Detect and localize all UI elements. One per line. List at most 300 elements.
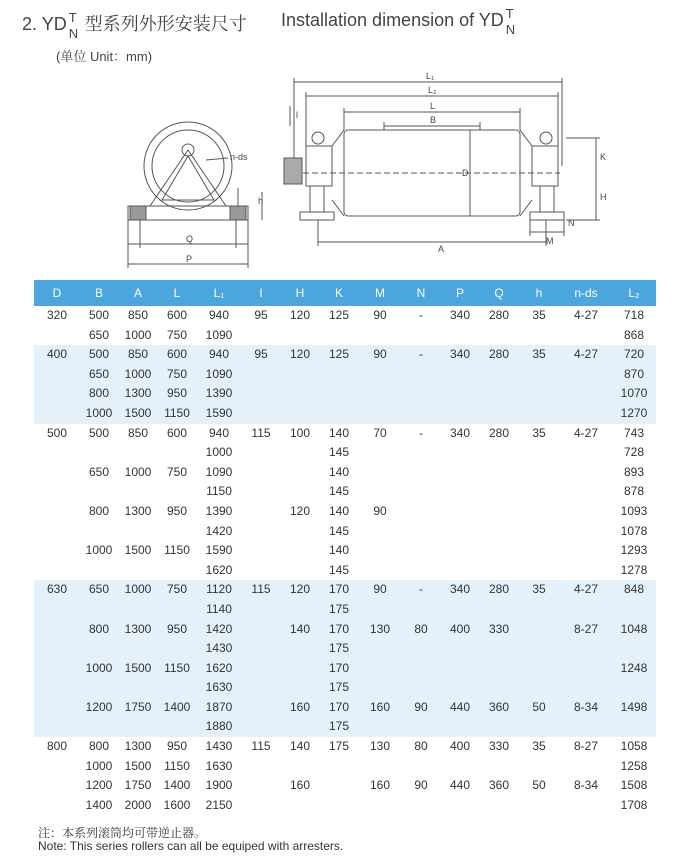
- table-cell: [440, 659, 480, 679]
- table-cell: [402, 717, 440, 737]
- table-cell: 145: [320, 482, 358, 502]
- table-cell: 120: [280, 306, 320, 326]
- table-cell: 120: [280, 502, 320, 522]
- table-cell: 175: [320, 737, 358, 757]
- table-cell: 80: [402, 620, 440, 640]
- table-cell: 400: [440, 620, 480, 640]
- table-cell: [118, 561, 158, 581]
- table-cell: [402, 659, 440, 679]
- table-cell: 1300: [118, 737, 158, 757]
- table-row: [34, 737, 656, 757]
- table-cell: [34, 717, 80, 737]
- table-row: [34, 463, 656, 483]
- table-cell: 1600: [158, 796, 196, 816]
- table-cell: [518, 384, 560, 404]
- table-cell: [440, 678, 480, 698]
- table-cell: [280, 639, 320, 659]
- table-cell: 1390: [196, 502, 242, 522]
- table-cell: [440, 796, 480, 816]
- table-cell: [158, 561, 196, 581]
- table-cell: 1420: [196, 522, 242, 542]
- table-cell: [440, 482, 480, 502]
- table-cell: 1000: [80, 541, 118, 561]
- table-cell: 340: [440, 306, 480, 326]
- table-cell: [158, 678, 196, 698]
- table-cell: [358, 522, 402, 542]
- table-cell: 140: [320, 541, 358, 561]
- table-cell: 1000: [118, 326, 158, 346]
- table-cell: [320, 404, 358, 424]
- table-cell: 800: [34, 737, 80, 757]
- table-cell: [358, 678, 402, 698]
- table-cell: 35: [518, 306, 560, 326]
- table-cell: [34, 757, 80, 777]
- table-cell: 750: [158, 463, 196, 483]
- end-view-outer-circle: [144, 122, 232, 210]
- table-cell: 940: [196, 306, 242, 326]
- table-row: [34, 620, 656, 640]
- table-row: [34, 678, 656, 698]
- table-cell: 600: [158, 424, 196, 444]
- table-cell: 160: [358, 776, 402, 796]
- table-cell: [34, 482, 80, 502]
- table-cell: 1508: [612, 776, 656, 796]
- table-cell: 750: [158, 326, 196, 346]
- table-cell: 1620: [196, 659, 242, 679]
- table-cell: 500: [80, 424, 118, 444]
- table-cell: 950: [158, 502, 196, 522]
- table-cell: [242, 776, 280, 796]
- right-bearing-cap: [540, 132, 552, 144]
- table-cell: [34, 404, 80, 424]
- table-cell: 1300: [118, 502, 158, 522]
- table-cell: [118, 717, 158, 737]
- table-cell: [480, 541, 518, 561]
- table-cell: [118, 678, 158, 698]
- table-cell: [242, 522, 280, 542]
- col-header: L: [158, 280, 196, 306]
- table-cell: [480, 659, 518, 679]
- table-cell: [480, 384, 518, 404]
- table-cell: 1090: [196, 326, 242, 346]
- table-cell: 1750: [118, 776, 158, 796]
- table-cell: 160: [280, 698, 320, 718]
- table-cell: 95: [242, 345, 280, 365]
- table-cell: [480, 717, 518, 737]
- table-row: [34, 326, 656, 346]
- table-cell: [480, 502, 518, 522]
- table-cell: 1500: [118, 404, 158, 424]
- table-cell: 1300: [118, 620, 158, 640]
- table-cell: [402, 384, 440, 404]
- table-cell: 1200: [80, 698, 118, 718]
- table-cell: 130: [358, 620, 402, 640]
- table-cell: [402, 541, 440, 561]
- table-cell: 330: [480, 737, 518, 757]
- table-row: [34, 424, 656, 444]
- table-cell: 1620: [196, 561, 242, 581]
- table-cell: [612, 678, 656, 698]
- table-cell: [560, 482, 612, 502]
- table-cell: [242, 698, 280, 718]
- table-row: [34, 600, 656, 620]
- table-cell: 1590: [196, 541, 242, 561]
- col-header: n-ds: [560, 280, 612, 306]
- table-cell: [440, 404, 480, 424]
- table-cell: [358, 463, 402, 483]
- table-cell: [560, 522, 612, 542]
- table-row: [34, 443, 656, 463]
- table-cell: [560, 717, 612, 737]
- table-cell: [320, 796, 358, 816]
- table-cell: [518, 541, 560, 561]
- table-cell: 650: [80, 580, 118, 600]
- table-cell: [560, 796, 612, 816]
- table-cell: 1430: [196, 639, 242, 659]
- table-cell: [560, 365, 612, 385]
- table-cell: [280, 522, 320, 542]
- table-cell: 650: [80, 365, 118, 385]
- table-cell: 145: [320, 443, 358, 463]
- table-cell: 140: [320, 463, 358, 483]
- table-cell: 170: [320, 698, 358, 718]
- table-cell: [402, 639, 440, 659]
- table-row: [34, 306, 656, 326]
- table-cell: [560, 463, 612, 483]
- col-header: Q: [480, 280, 518, 306]
- table-cell: 1900: [196, 776, 242, 796]
- table-cell: [242, 717, 280, 737]
- table-row: [34, 698, 656, 718]
- table-cell: [34, 326, 80, 346]
- unit-label: (单位 Unit：mm): [56, 49, 153, 64]
- col-header: M: [358, 280, 402, 306]
- table-cell: [242, 541, 280, 561]
- table-cell: 1000: [196, 443, 242, 463]
- table-cell: [280, 463, 320, 483]
- table-cell: 1498: [612, 698, 656, 718]
- table-cell: 140: [280, 620, 320, 640]
- table-cell: 35: [518, 580, 560, 600]
- table-cell: 115: [242, 737, 280, 757]
- table-cell: 170: [320, 659, 358, 679]
- table-cell: [242, 659, 280, 679]
- table-cell: 800: [80, 502, 118, 522]
- table-cell: 720: [612, 345, 656, 365]
- table-cell: 2150: [196, 796, 242, 816]
- table-cell: [480, 482, 518, 502]
- col-header: l: [242, 280, 280, 306]
- table-cell: [358, 659, 402, 679]
- label-l: L: [430, 101, 436, 111]
- table-cell: [158, 717, 196, 737]
- table-cell: 1708: [612, 796, 656, 816]
- title-model-stack: [68, 10, 81, 41]
- table-cell: 950: [158, 620, 196, 640]
- table-cell: [560, 443, 612, 463]
- table-cell: 1070: [612, 384, 656, 404]
- table-cell: [242, 365, 280, 385]
- table-row: [34, 404, 656, 424]
- table-cell: 1078: [612, 522, 656, 542]
- table-cell: [518, 600, 560, 620]
- table-cell: 280: [480, 580, 518, 600]
- table-cell: 718: [612, 306, 656, 326]
- title-chinese: [22, 10, 247, 41]
- table-cell: [440, 365, 480, 385]
- table-cell: [118, 639, 158, 659]
- table-cell: 160: [358, 698, 402, 718]
- table-cell: [518, 639, 560, 659]
- table-cell: 500: [80, 306, 118, 326]
- table-cell: 4-27: [560, 345, 612, 365]
- right-bearing-housing: [532, 146, 558, 186]
- table-cell: [80, 443, 118, 463]
- left-bearing-housing: [306, 146, 332, 186]
- table-cell: [518, 482, 560, 502]
- table-cell: 145: [320, 522, 358, 542]
- table-cell: [320, 365, 358, 385]
- table-cell: [34, 443, 80, 463]
- table-cell: 500: [80, 345, 118, 365]
- table-cell: [242, 404, 280, 424]
- table-cell: 1200: [80, 776, 118, 796]
- table-cell: [480, 463, 518, 483]
- table-cell: 750: [158, 365, 196, 385]
- table-cell: 1400: [158, 698, 196, 718]
- table-cell: [280, 717, 320, 737]
- table-cell: [518, 659, 560, 679]
- table-cell: [118, 522, 158, 542]
- table-cell: [242, 502, 280, 522]
- table-cell: [358, 443, 402, 463]
- table-cell: 1400: [158, 776, 196, 796]
- table-row: [34, 365, 656, 385]
- table-cell: [402, 757, 440, 777]
- table-cell: 90: [358, 580, 402, 600]
- table-cell: 4-27: [560, 424, 612, 444]
- table-cell: [320, 776, 358, 796]
- table-cell: 800: [80, 620, 118, 640]
- table-cell: 1630: [196, 678, 242, 698]
- table-cell: 175: [320, 678, 358, 698]
- table-cell: [280, 678, 320, 698]
- table-cell: [34, 698, 80, 718]
- table-cell: 870: [612, 365, 656, 385]
- table-cell: [34, 776, 80, 796]
- table-cell: [560, 757, 612, 777]
- table-cell: [158, 639, 196, 659]
- table-cell: 4-27: [560, 580, 612, 600]
- table-cell: [280, 659, 320, 679]
- table-cell: [34, 659, 80, 679]
- table-cell: [440, 384, 480, 404]
- table-cell: [118, 482, 158, 502]
- label-p: P: [186, 254, 193, 264]
- table-cell: 1590: [196, 404, 242, 424]
- table-cell: [34, 678, 80, 698]
- table-cell: [560, 384, 612, 404]
- table-cell: [402, 365, 440, 385]
- label-k: K: [600, 152, 607, 162]
- table-row: [34, 502, 656, 522]
- table-cell: [34, 639, 80, 659]
- table-cell: [118, 600, 158, 620]
- table-cell: 1420: [196, 620, 242, 640]
- table-cell: [118, 443, 158, 463]
- label-l2: L₂: [428, 85, 437, 95]
- table-cell: 90: [402, 698, 440, 718]
- table-cell: 1400: [80, 796, 118, 816]
- table-cell: [440, 561, 480, 581]
- table-cell: 360: [480, 776, 518, 796]
- table-cell: [34, 561, 80, 581]
- table-cell: 1150: [158, 757, 196, 777]
- table-cell: 50: [518, 698, 560, 718]
- table-cell: [358, 757, 402, 777]
- table-row: [34, 717, 656, 737]
- table-cell: 1000: [80, 404, 118, 424]
- table-cell: 90: [358, 502, 402, 522]
- table-row: [34, 561, 656, 581]
- table-cell: [518, 326, 560, 346]
- table-cell: [518, 443, 560, 463]
- title-en-stack: [505, 6, 518, 37]
- table-cell: [402, 522, 440, 542]
- table-cell: 4-27: [560, 306, 612, 326]
- table-cell: -: [402, 424, 440, 444]
- table-cell: [158, 600, 196, 620]
- table-cell: 50: [518, 776, 560, 796]
- table-cell: 280: [480, 424, 518, 444]
- table-cell: [518, 365, 560, 385]
- table-cell: 743: [612, 424, 656, 444]
- table-cell: [242, 757, 280, 777]
- table-cell: 850: [118, 424, 158, 444]
- col-header: h: [518, 280, 560, 306]
- table-cell: [402, 326, 440, 346]
- table-cell: -: [402, 345, 440, 365]
- table-cell: 175: [320, 639, 358, 659]
- table-cell: 170: [320, 580, 358, 600]
- table-cell: 950: [158, 384, 196, 404]
- table-cell: 140: [320, 502, 358, 522]
- table-cell: 90: [358, 306, 402, 326]
- col-header: B: [80, 280, 118, 306]
- table-cell: [242, 561, 280, 581]
- left-bearing-cap: [312, 132, 324, 144]
- table-cell: [280, 443, 320, 463]
- title-model-prefix: 2. YD: [22, 14, 67, 34]
- table-cell: 140: [320, 424, 358, 444]
- table-cell: [402, 600, 440, 620]
- title-en-sub: N: [505, 22, 516, 37]
- title-cn-text: 型系列外形安装尺寸: [84, 14, 247, 34]
- note-english: Note: This series rollers can all be equiped with arresters.: [38, 839, 344, 853]
- table-cell: [440, 502, 480, 522]
- col-header: L₁: [196, 280, 242, 306]
- table-cell: [358, 365, 402, 385]
- table-cell: [280, 796, 320, 816]
- table-cell: 120: [280, 345, 320, 365]
- table-cell: [280, 404, 320, 424]
- table-row: [34, 580, 656, 600]
- table-cell: 1500: [118, 757, 158, 777]
- table-cell: [560, 561, 612, 581]
- table-cell: [358, 326, 402, 346]
- table-cell: [518, 620, 560, 640]
- table-cell: [402, 502, 440, 522]
- table-cell: [440, 717, 480, 737]
- table-cell: [440, 639, 480, 659]
- table-cell: 130: [358, 737, 402, 757]
- table-cell: 850: [118, 345, 158, 365]
- table-cell: 400: [34, 345, 80, 365]
- table-cell: [80, 482, 118, 502]
- table-cell: 340: [440, 345, 480, 365]
- table-cell: [34, 522, 80, 542]
- title-english: [281, 6, 522, 37]
- table-row: [34, 522, 656, 542]
- table-cell: 800: [80, 384, 118, 404]
- table-cell: [480, 600, 518, 620]
- table-cell: [358, 561, 402, 581]
- table-cell: 330: [480, 620, 518, 640]
- table-cell: [242, 482, 280, 502]
- table-cell: 750: [158, 580, 196, 600]
- table-cell: [242, 384, 280, 404]
- table-cell: [480, 757, 518, 777]
- table-cell: [612, 639, 656, 659]
- table-cell: [402, 443, 440, 463]
- table-cell: 600: [158, 345, 196, 365]
- table-cell: [358, 404, 402, 424]
- table-cell: 1430: [196, 737, 242, 757]
- table-cell: 145: [320, 561, 358, 581]
- table-cell: [560, 639, 612, 659]
- table-row: [34, 796, 656, 816]
- table-cell: [480, 796, 518, 816]
- table-cell: [518, 502, 560, 522]
- leader-nds: [206, 158, 228, 160]
- table-cell: 8-34: [560, 776, 612, 796]
- col-header: H: [280, 280, 320, 306]
- table-cell: 1140: [196, 600, 242, 620]
- table-cell: [402, 404, 440, 424]
- table-cell: 440: [440, 698, 480, 718]
- label-small-l: l: [296, 110, 298, 120]
- table-cell: 35: [518, 345, 560, 365]
- table-cell: [280, 757, 320, 777]
- table-row: [34, 639, 656, 659]
- table-cell: [358, 639, 402, 659]
- table-cell: 878: [612, 482, 656, 502]
- table-cell: [242, 639, 280, 659]
- table-cell: 1630: [196, 757, 242, 777]
- table-cell: 1500: [118, 541, 158, 561]
- end-view-base-left: [130, 206, 146, 220]
- col-header: D: [34, 280, 80, 306]
- table-cell: 120: [280, 580, 320, 600]
- table-cell: 630: [34, 580, 80, 600]
- title-en-text: Installation dimension of YD: [281, 10, 504, 30]
- table-cell: [560, 659, 612, 679]
- table-cell: [480, 561, 518, 581]
- table-row: [34, 776, 656, 796]
- table-cell: 1000: [118, 365, 158, 385]
- table-cell: 8-27: [560, 737, 612, 757]
- table-cell: [80, 522, 118, 542]
